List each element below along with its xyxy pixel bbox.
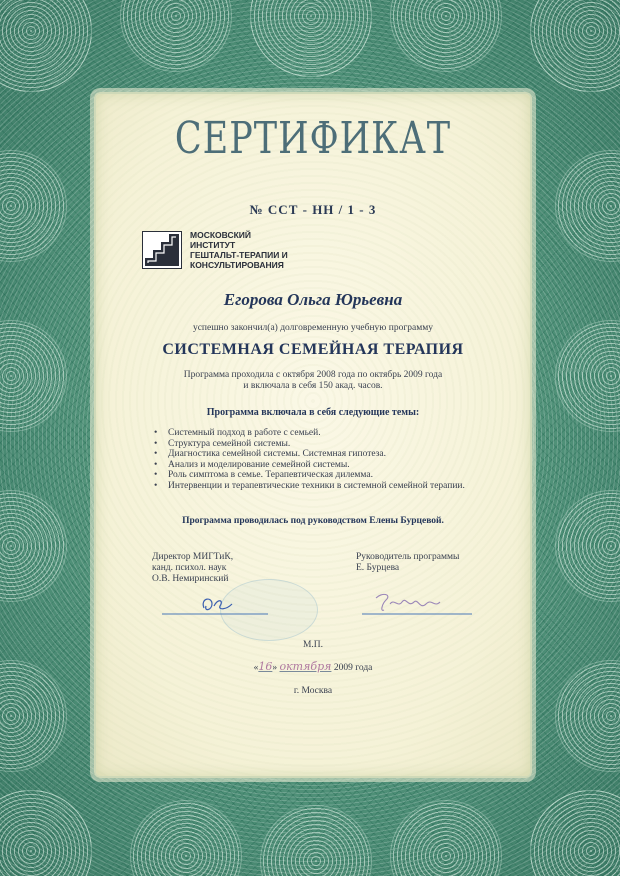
list-item: • Диагностика семейной системы. Системная гипотеза.: [154, 449, 494, 460]
director-signature: [162, 592, 268, 618]
program-head-signature: [362, 588, 472, 618]
stamp-place-label: М.П.: [302, 640, 324, 650]
list-item: • Интервенции и терапевтические техники в системной семейной терапии.: [154, 481, 494, 492]
program-duration: Программа проходила с октября 2008 года по октябрь 2009 года и включала в себя 150 акад. часов.: [183, 370, 443, 391]
certificate-number: № ССТ - НН / 1 - 3: [249, 202, 377, 217]
supervision-statement: Программа проводилась под руководством Елены Бурцевой.: [182, 516, 444, 526]
topics-list: [154, 428, 494, 491]
recipient-name: Егорова Ольга Юрьевна: [223, 290, 403, 309]
director-block: Директор МИГТиК, канд. психол. наук О.В. Немиринский: [152, 552, 234, 584]
list-item: • Системный подход в работе с семьей.: [154, 428, 494, 439]
certificate-title: СЕРТИФИКАТ: [174, 114, 452, 164]
list-item: • Роль симптома в семье. Терапевтическая дилемма.: [154, 470, 494, 481]
issue-city: г. Москва: [293, 686, 333, 696]
institute-name: МОСКОВСКИЙ ИНСТИТУТ ГЕШТАЛЬТ-ТЕРАПИИ И КОНСУЛЬТИРОВАНИЯ: [190, 230, 288, 270]
list-item: • Анализ и моделирование семейной системы.: [154, 460, 494, 471]
date-month: октября: [279, 660, 332, 673]
list-item: • Структура семейной системы.: [154, 439, 494, 450]
date-day: 16: [258, 660, 273, 673]
issue-date: «16» октября 2009 года: [253, 660, 373, 673]
topics-heading: Программа включала в себя следующие темы:: [206, 407, 420, 418]
institute-block: [142, 230, 288, 270]
certificate-body: [94, 92, 532, 778]
stairs-logo-icon: [142, 231, 182, 269]
program-head-block: Руководитель программы Е. Бурцева: [356, 552, 460, 573]
program-title: СИСТЕМНАЯ СЕМЕЙНАЯ ТЕРАПИЯ: [162, 341, 464, 358]
completion-statement: успешно закончил(а) долговременную учебную программу: [192, 323, 434, 333]
